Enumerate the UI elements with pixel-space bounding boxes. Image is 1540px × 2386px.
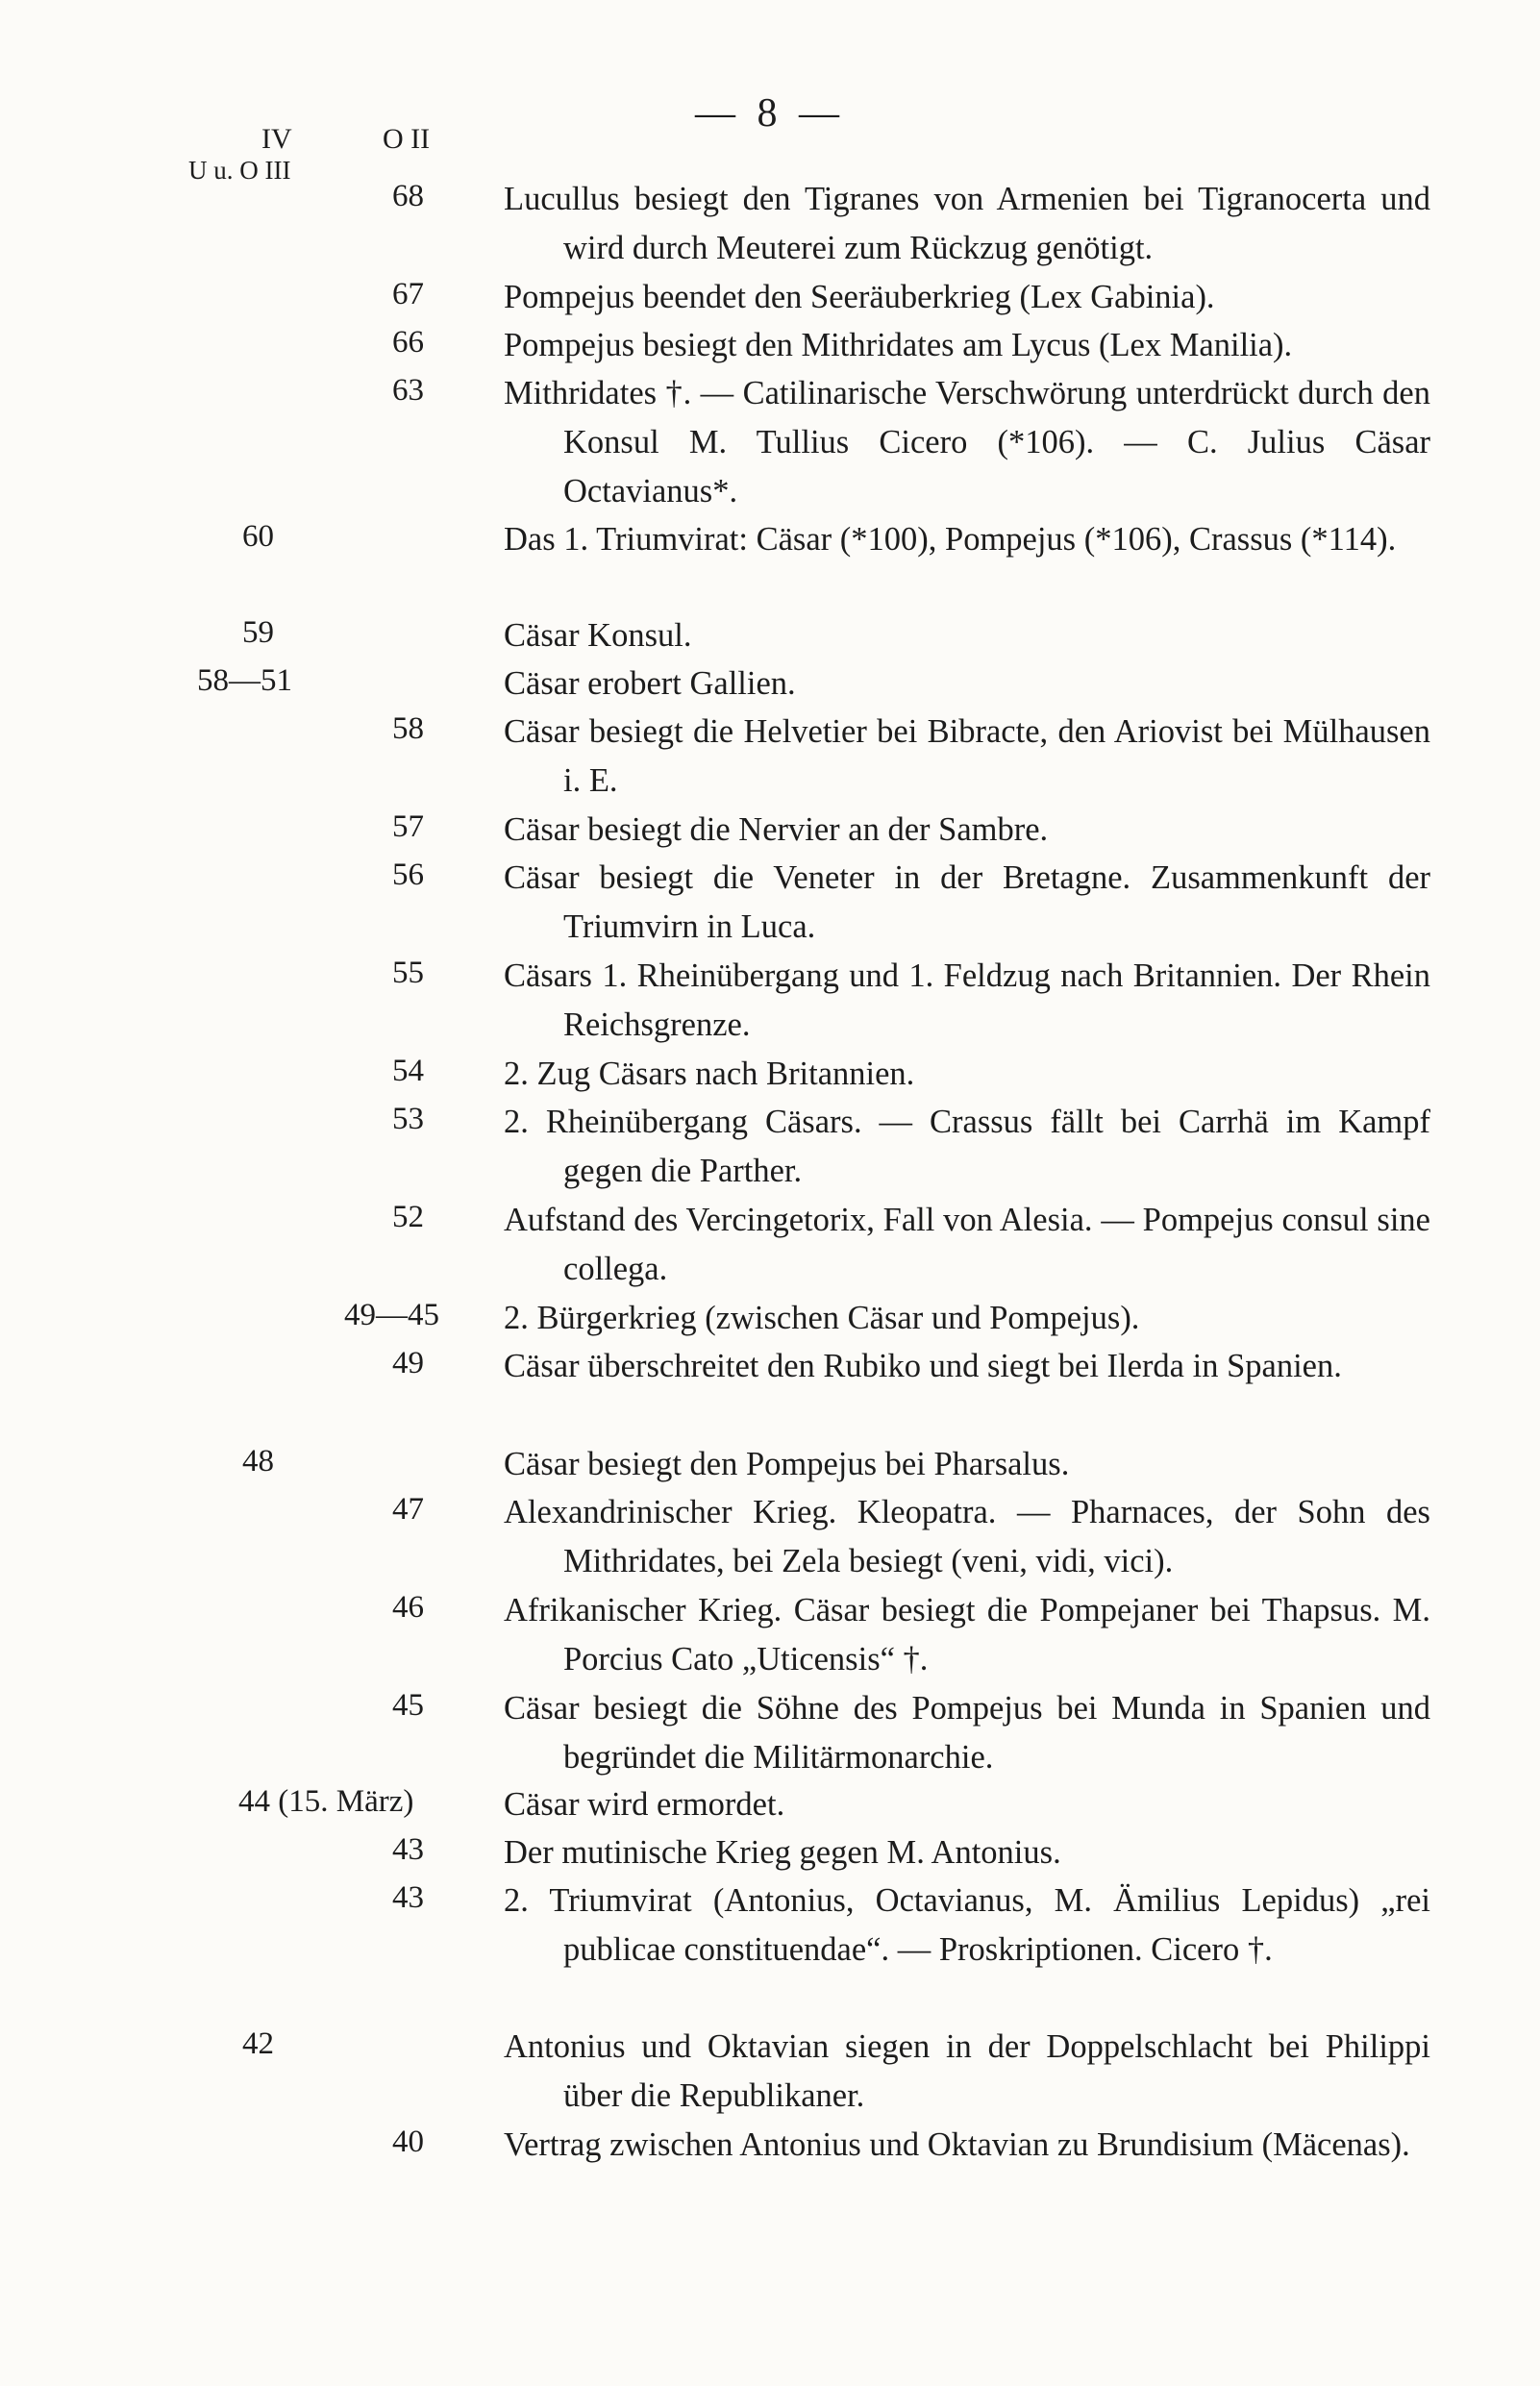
- entry-year: 55: [392, 956, 424, 990]
- entry-text: 2. Triumvirat (Antonius, Octavianus, M. Ämilius Lepidus) „rei publicae constituendae“. — Proskriptionen. Cicero †.: [504, 1882, 1430, 1968]
- entry-text: Lucullus besiegt den Tigranes von Armenien bei Tigranocerta und wird durch Meuterei zum Rückzug genötigt.: [504, 181, 1430, 266]
- entry-year: 49—45: [344, 1298, 439, 1332]
- entry-year: 56: [392, 857, 424, 892]
- entry-text: Vertrag zwischen Antonius und Oktavian zu Brundisium (Mäcenas).: [504, 2126, 1410, 2163]
- entry-year: 63: [392, 373, 424, 408]
- entry-year: 40: [392, 2125, 424, 2159]
- entry-text: Das 1. Triumvirat: Cäsar (*100), Pompejus (*106), Crassus (*114).: [504, 521, 1397, 558]
- entry-text: Der mutinische Krieg gegen M. Antonius.: [504, 1834, 1061, 1871]
- entry-text: Cäsar erobert Gallien.: [504, 665, 796, 702]
- entry-text: Cäsar wird ermordet.: [504, 1786, 785, 1823]
- entry-text: Cäsar Konsul.: [504, 617, 692, 654]
- entry-text: Pompejus beendet den Seeräuberkrieg (Lex Gabinia).: [504, 279, 1215, 315]
- entry-text: Cäsar besiegt die Helvetier bei Bibracte, den Ariovist bei Mülhausen i. E.: [504, 713, 1430, 799]
- entry-text: 2. Bürgerkrieg (zwischen Cäsar und Pompejus).: [504, 1300, 1140, 1336]
- entry-year: 46: [392, 1590, 424, 1625]
- page-number: — 8 —: [695, 91, 845, 136]
- entry-text: 2. Zug Cäsars nach Britannien.: [504, 1056, 915, 1092]
- entry-text: Cäsar besiegt die Veneter in der Bretagne. Zusammenkunft der Triumvirn in Luca.: [504, 859, 1430, 945]
- entry-text: Mithridates †. — Catilinarische Verschwörung unterdrückt durch den Konsul M. Tullius Cicero (*106). — C. Julius Cäsar Octavianus*.: [504, 375, 1430, 510]
- column-header-iv: IV: [261, 123, 292, 155]
- entry-year: 44 (15. März): [238, 1784, 414, 1819]
- entry-year: 58: [392, 711, 424, 746]
- entry-year: 54: [392, 1054, 424, 1088]
- column-header-oii: O II: [383, 123, 431, 155]
- entry-year: 43: [392, 1832, 424, 1867]
- entry-year: 57: [392, 809, 424, 844]
- entry-year: 49: [392, 1346, 424, 1380]
- entry-text: Afrikanischer Krieg. Cäsar besiegt die Pompejaner bei Thapsus. M. Porcius Cato „Uticensis“ †.: [504, 1592, 1430, 1678]
- entry-year: 53: [392, 1102, 424, 1136]
- entry-text: 2. Rheinübergang Cäsars. — Crassus fällt bei Carrhä im Kampf gegen die Parther.: [504, 1104, 1430, 1189]
- entry-text: Cäsar besiegt die Nervier an der Sambre.: [504, 811, 1049, 848]
- entry-text: Cäsars 1. Rheinübergang und 1. Feldzug nach Britannien. Der Rhein Reichsgrenze.: [504, 957, 1430, 1043]
- entry-text: Cäsar besiegt den Pompejus bei Pharsalus.: [504, 1446, 1070, 1482]
- entry-year: 42: [242, 2026, 274, 2061]
- entry-year: 52: [392, 1200, 424, 1234]
- entry-year: 59: [242, 615, 274, 650]
- entry-year: 66: [392, 325, 424, 360]
- entry-text: Cäsar besiegt die Söhne des Pompejus bei Munda in Spanien und begründet die Militärmonarchie.: [504, 1690, 1430, 1776]
- column-header-u-oiii: U u. O III: [188, 156, 291, 185]
- entry-year: 47: [392, 1492, 424, 1527]
- entry-text: Pompejus besiegt den Mithridates am Lycus (Lex Manilia).: [504, 327, 1293, 363]
- entry-text: Cäsar überschreitet den Rubiko und siegt bei Ilerda in Spanien.: [504, 1348, 1342, 1384]
- entry-year: 48: [242, 1444, 274, 1479]
- entry-year: 58—51: [197, 663, 292, 698]
- entry-year: 43: [392, 1880, 424, 1915]
- entry-text: Alexandrinischer Krieg. Kleopatra. — Pharnaces, der Sohn des Mithridates, bei Zela besiegt (veni, vidi, vici).: [504, 1494, 1430, 1579]
- entry-year: 68: [392, 179, 424, 213]
- entry-text: Antonius und Oktavian siegen in der Doppelschlacht bei Philippi über die Republikaner.: [504, 2028, 1430, 2114]
- entry-year: 67: [392, 277, 424, 311]
- entry-year: 60: [242, 519, 274, 554]
- entry-year: 45: [392, 1688, 424, 1723]
- entry-text: Aufstand des Vercingetorix, Fall von Alesia. — Pompejus consul sine collega.: [504, 1202, 1430, 1287]
